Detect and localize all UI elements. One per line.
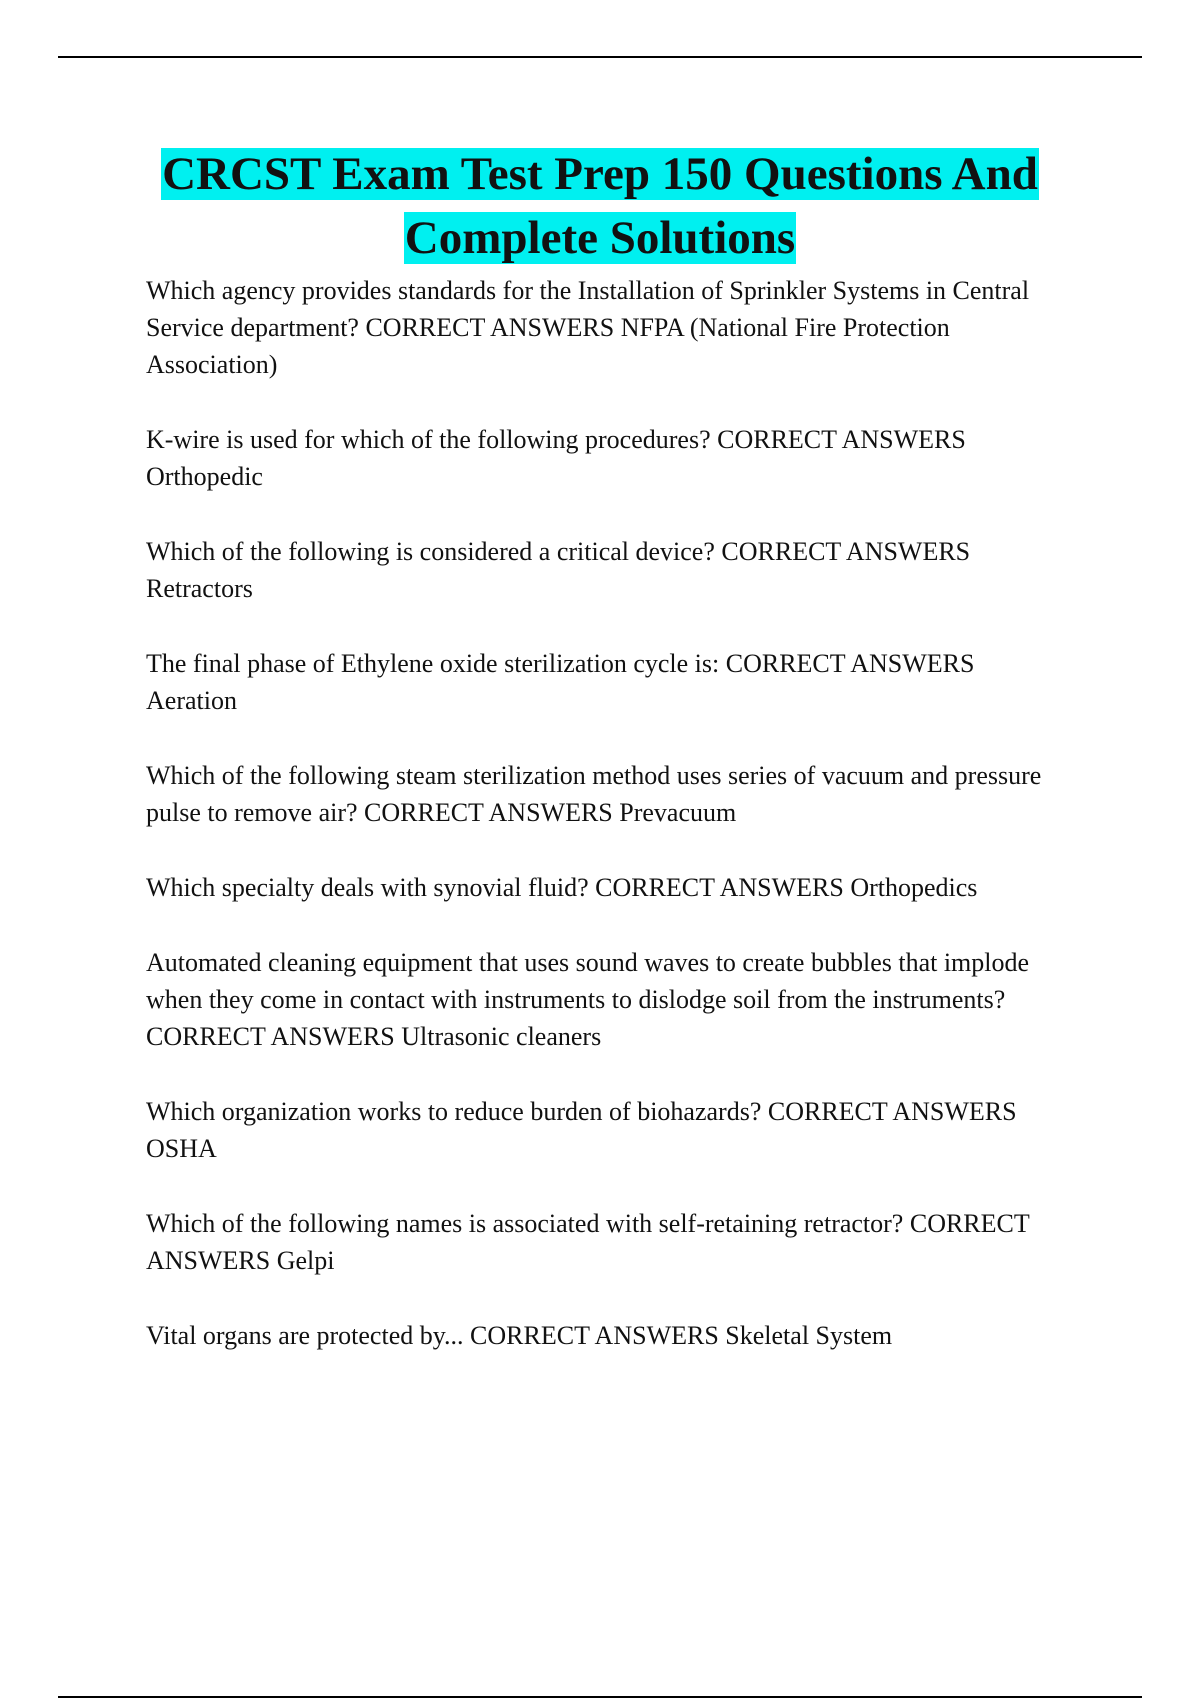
top-rule xyxy=(58,56,1142,58)
qa-item: Which of the following is considered a critical device? CORRECT ANSWERS Retractors xyxy=(146,537,971,603)
qa-item: Which agency provides standards for the Installation of Sprinkler Systems in Central Service department? CORRECT ANSWERS NFPA (National Fire Protection Association) xyxy=(146,276,1030,379)
qa-item: The final phase of Ethylene oxide sterilization cycle is: CORRECT ANSWERS Aeration xyxy=(146,649,975,715)
bottom-rule xyxy=(58,1696,1142,1698)
qa-item: Automated cleaning equipment that uses sound waves to create bubbles that implode when they come in contact with instruments to dislodge soil from the instruments? CORRECT ANSWERS Ultrasonic cleaners xyxy=(146,948,1030,1051)
qa-item: Vital organs are protected by... CORRECT ANSWERS Skeletal System xyxy=(146,1321,893,1350)
qa-item: Which of the following steam sterilization method uses series of vacuum and pressure pulse to remove air? CORRECT ANSWERS Prevacuum xyxy=(146,761,1042,827)
document-title: CRCST Exam Test Prep 150 Questions And Complete Solutions xyxy=(162,148,1038,264)
qa-item: Which organization works to reduce burden of biohazards? CORRECT ANSWERS OSHA xyxy=(146,1097,1017,1163)
qa-item: K-wire is used for which of the following procedures? CORRECT ANSWERS Orthopedic xyxy=(146,425,966,491)
qa-item: Which specialty deals with synovial fluid? CORRECT ANSWERS Orthopedics xyxy=(146,873,978,902)
qa-item: Which of the following names is associated with self-retaining retractor? CORRECT ANSWERS Gelpi xyxy=(146,1209,1030,1275)
qa-list xyxy=(146,272,1066,1392)
title-block xyxy=(100,142,1100,270)
